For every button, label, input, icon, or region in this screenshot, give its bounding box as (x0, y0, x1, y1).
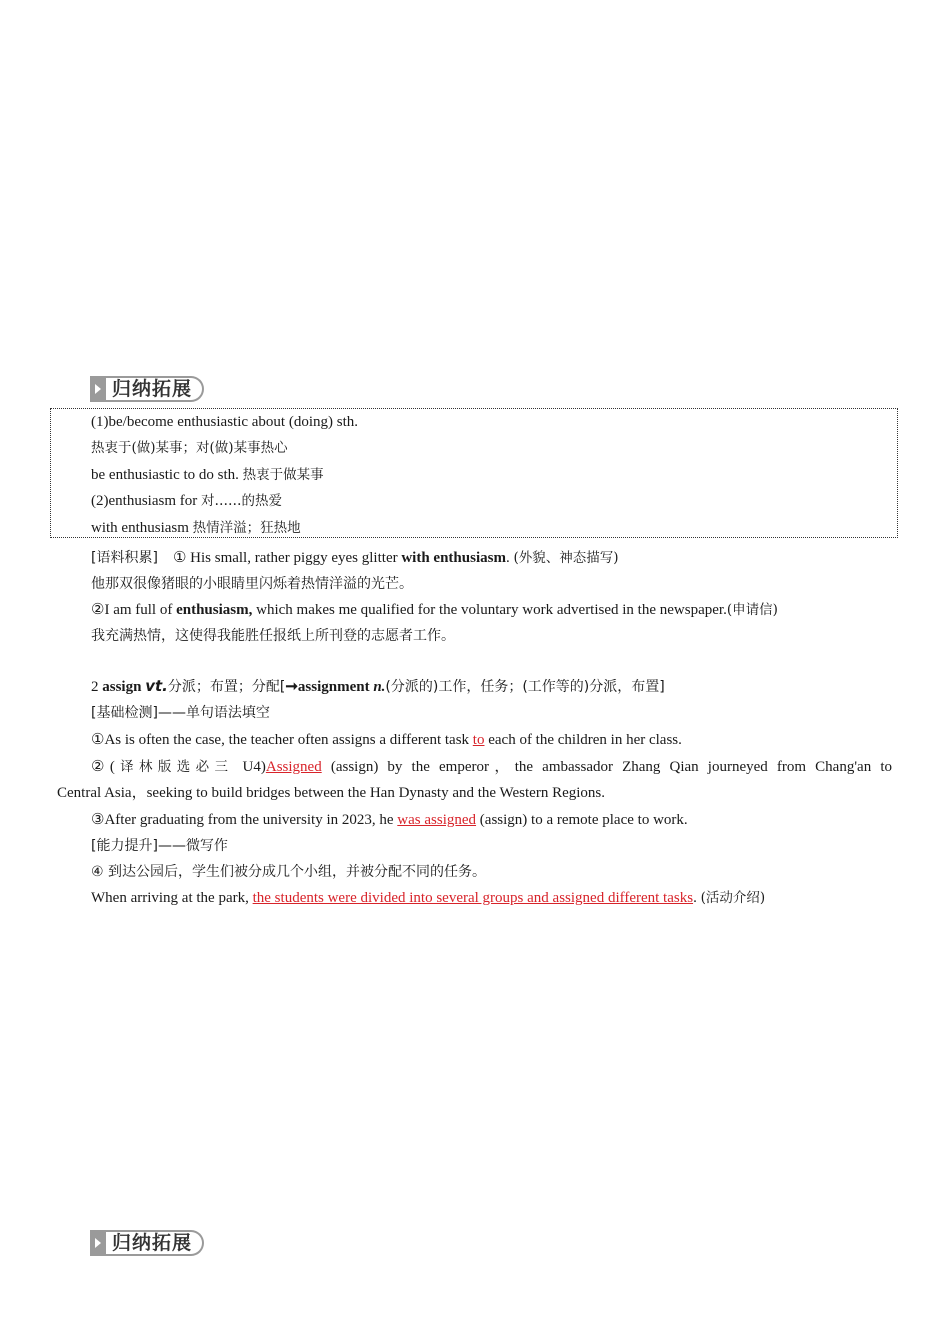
corpus-tag: [语料积累] (91, 550, 158, 566)
basic-check-desc: ——单句语法填空 (157, 705, 270, 721)
corpus-s1-translation: 他那双很像猪眼的小眼睛里闪烁着热情洋溢的光芒。 (91, 576, 413, 592)
corpus-sentence-1 (91, 548, 619, 568)
entry-2-deriv-meaning: (分派的)工作，任务；(工作等的)分派，布置] (385, 679, 665, 695)
corpus-s1-post: . (505, 550, 510, 566)
question-2-continued: Central Asia，seeking to build bridges between the Han Dynasty and the Western Regions. (57, 785, 605, 801)
box-line-5-en: with enthusiasm (91, 520, 189, 536)
corpus-s1-text: His small, rather piggy eyes glitter (190, 550, 402, 566)
arrow-right-icon: ➞ (285, 679, 298, 695)
corpus-s2-text: ②I am full of (91, 602, 177, 618)
box-line-3-en: be enthusiastic to do sth. (91, 467, 239, 483)
ability-heading (91, 836, 228, 856)
section-heading-2 (90, 1230, 204, 1256)
box-line-5-cn: 热情洋溢；狂热地 (192, 520, 301, 536)
question-1 (91, 730, 682, 750)
section-heading-label: 归纳拓展 (106, 1230, 204, 1256)
question-4-pre: When arriving at the park, (91, 890, 253, 906)
ability-tag: [能力提升] (91, 838, 158, 854)
corpus-s1-bold: with enthusiasm (401, 550, 506, 566)
basic-check-tag: [基础检测] (91, 705, 158, 721)
question-4-post: . (693, 890, 697, 906)
play-triangle-icon (90, 376, 106, 402)
box-line-5 (91, 518, 301, 538)
entry-2-num: 2 (91, 679, 103, 695)
entry-2-header (91, 676, 665, 697)
section-heading-label: 归纳拓展 (106, 376, 204, 402)
question-2-answer: Assigned (265, 759, 322, 775)
entry-2-meaning: 分派；布置；分配[ (167, 679, 286, 695)
question-2-source: 译林版选必三 (114, 759, 234, 775)
question-4-note: (活动介绍) (700, 890, 766, 906)
box-line-3-cn: 热衷于做某事 (242, 467, 324, 483)
box-line-1: (1)be/become enthusiastic about (doing) sth. (91, 414, 359, 430)
entry-2-word: assign (102, 679, 142, 695)
section-heading-1 (90, 376, 204, 402)
question-2-post: (assign) by the emperor，the ambassador Zhang Qian journeyed from Chang'an to (321, 759, 892, 775)
question-3-pre: ③After graduating from the university in 2023, he (91, 812, 398, 828)
corpus-s2-translation: 我充满热情，这使得我能胜任报纸上所刊登的志愿者工作。 (91, 628, 455, 644)
question-4 (91, 888, 765, 908)
corpus-s2-note: (申请信) (726, 602, 778, 618)
question-4-prompt: ④ 到达公园后，学生们被分成几个小组，并被分配不同的任务。 (91, 864, 486, 880)
question-3-answer: was assigned (397, 812, 477, 828)
question-2-unit: U4) (233, 759, 266, 775)
question-2 (91, 757, 892, 777)
box-line-4-cn: 对……的热爱 (200, 493, 282, 509)
entry-2-pos: vt. (145, 677, 168, 695)
entry-2-deriv-pos: n. (373, 679, 386, 695)
box-line-4 (91, 491, 282, 511)
box-line-3 (91, 465, 324, 485)
ability-desc: ——微写作 (157, 838, 228, 854)
question-4-answer: the students were divided into several groups and assigned different tasks (252, 890, 694, 906)
question-1-pre: ①As is often the case, the teacher often assigns a different task (91, 732, 473, 748)
question-1-answer: to (472, 732, 485, 748)
entry-2-deriv: assignment (297, 679, 370, 695)
play-triangle-icon (90, 1230, 106, 1256)
corpus-sentence-2 (91, 600, 778, 620)
corpus-s2-post: which makes me qualified for the voluntary work advertised in the newspaper. (252, 602, 727, 618)
box-line-2: 热衷于(做)某事；对(做)某事热心 (91, 440, 288, 456)
corpus-s1-num: ① (172, 550, 187, 566)
box-line-4-en: (2)enthusiasm for (91, 493, 198, 509)
corpus-s2-bold: enthusiasm, (176, 602, 253, 618)
basic-check-heading (91, 703, 270, 723)
question-3-post: (assign) to a remote place to work. (476, 812, 688, 828)
question-3 (91, 810, 688, 830)
corpus-s1-note: (外貌、神态描写) (513, 550, 619, 566)
question-2-num: ②( (91, 759, 115, 775)
question-1-post: each of the children in her class. (484, 732, 682, 748)
